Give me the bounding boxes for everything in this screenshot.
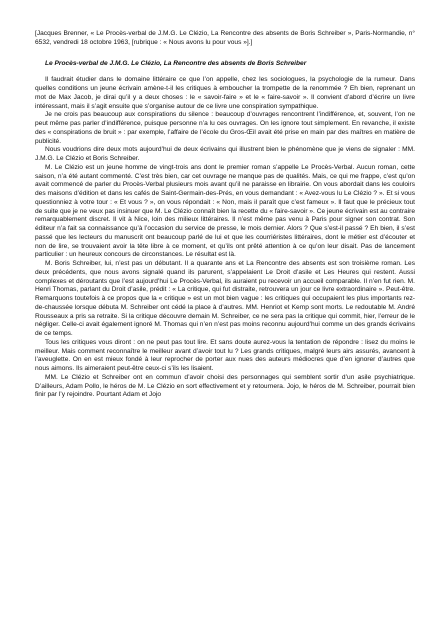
paragraph-7: MM. Le Clézio et Schreiber ont en commun d’avoir choisi des personnages qui semblent sortir d’un asile psychiatrique. D’ailleurs, Adam Pollo, le héros de M. Le Clézio en sort effectivement et y retournera. Jojo, le héros de M. Schreiber, pourrait bien finir par l’y rejoindre. Pourtant Adam et Jojo bbox=[35, 373, 415, 399]
reference-text: [Jacques Brenner, « Le Procès-verbal de J.M.G. Le Clézio, La Rencontre des absents de Boris Schreiber », Paris-Normandie, n° 6532, vendredi 18 octobre 1963, [rubrique : « Nous avons lu pour vous »].] bbox=[35, 30, 415, 46]
paragraph-6: Tous les critiques vous diront : on ne peut pas tout lire. Et sans doute aurez-vous la tentation de répondre : lisez du moins le meilleur. Mais comment reconnaître le meilleur avant d’avoir tout lu ? Les grands critiques, malgré leurs airs assurés, avancent à l’aveuglette. On en est mieux fondé à leur reprocher de porter aux nues des auteurs médiocres que d’en ignorer d’autres que nous aimons. Ils aimeraient peut-être ceux-ci s’ils les lisaient. bbox=[35, 338, 415, 372]
paragraph-2: Je ne crois pas beaucoup aux conspirations du silence : beaucoup d’ouvrages rencontrent l’indifférence, et, souvent, l’on ne peut même pas parler d’indifférence, puisque personne n’a lu ces ouvrages. On les ignore tout simplement. En revanche, il existe des « conspirations de bruit » : par exemple, l’affaire de l’école du Gros-Œil avait été prise en main par des maîtres en matière de publicité. bbox=[35, 111, 415, 145]
paragraph-5: M. Boris Schreiber, lui, n’est pas un débutant. Il a quarante ans et La Rencontre des absents est son troisième roman. Les deux précédents, que nous avons signalé quand ils parurent, s’appelaient Le Droit d’asile et Les Heures qui restent. Aussi complexes et déroutants que l’est aujourd’hui Le Procès-Verbal, ils auraient pu recevoir un accueil comparable. Il n’en fut rien. M. Henri Thomas, parlant du Droit d’asile, prédit : « La critique, qui fut distraite, retrouvera un jour ce livre extraordinaire ». Peut-être. Remarquons toutefois à ce propos que la « critique » est un mot bien vague : les critiques qui occupaient les plus importants rez-de-chaussée lorsque débuta M. Schreiber ont cédé la place à d’autres. MM. Henriot et Kemp sont morts. Le redoutable M. André Rousseaux a pris sa retraite. Si la critique découvre demain M. Schreiber, ce ne sera pas la critique qui commit, hier, l’erreur de le négliger. Celle-ci avait également ignoré M. Thomas qui n’en n’est pas moins reconnu aujourd’hui comme un des grands écrivains de ce temps. bbox=[35, 260, 415, 337]
article-title bbox=[45, 60, 415, 69]
paragraph-1: Il faudrait étudier dans le domaine littéraire ce que l’on appelle, chez les sociologues, la psychologie de la rumeur. Dans quelles conditions un jeune écrivain amène-t-il les critiques à emboucher la trompette de la renommée ? Eh bien, reprenant un mot de Max Jacob, je dirai qu’il y a deux choses : le « savoir-faire » et le « faire-savoir ». Il convient d’abord d’écrire un livre intéressant, mais il s’agit ensuite que s’organise autour de ce livre une conspiration sympathique. bbox=[35, 76, 415, 110]
document-page bbox=[35, 30, 415, 400]
paragraph-4: M. Le Clézio est un jeune homme de vingt-trois ans dont le premier roman s’appelle Le Procès-Verbal. Aucun roman, cette saison, n’a été autant commenté. C’est très bien, car cet ouvrage ne manque pas de qualités. Mais, ce qui me frappe, c’est qu’on avait commencé de parler du Procès-Verbal plusieurs mois avant qu’il ne paraisse en librairie. On vous abordait dans les couloirs des maisons d’édition et dans les cafés de Saint-Germain-des-Prés, en vous demandant : « Avez-vous lu Le Clézio ? ». Et si vous questionniez à votre tour : « Et vous ? », on vous répondait : « Non, mais il paraît que c’est fameux ». Il faut que le précieux tout de suite que je ne veux pas insinuer que M. Le Clézio connaît bien la recette du « faire-savoir ». Ce jeune écrivain est au contraire remarquablement discret. Il vit à Nice, loin des milieux littéraires. Il n’est même pas venu à Paris pour signer son contrat. Son éditeur n’a fait sa connaissance qu’à l’occasion du service de presse, le mois dernier. Alors ? Que s’est-il passé ? Eh bien, il s’est passé que les lecteurs du manuscrit ont beaucoup parlé de lui et que les courriéristes littéraires, dont le métier est d’écouter et non de lire, se trouvaient avoir la tête libre à ce moment, et qu’ils ont prêté attention à ce qu’on leur disait. Pas de lancement particulier : un heureux concours de circonstances. Le résultat est là. bbox=[35, 163, 415, 259]
paragraph-3: Nous voudrions dire deux mots aujourd’hui de deux écrivains qui illustrent bien le phénomène que je viens de signaler : MM. J.M.G. Le Clézio et Boris Schreiber. bbox=[35, 146, 415, 162]
article-title-text: Le Procès-verbal de J.M.G. Le Clézio, La Rencontre des absents de Boris Schreiber bbox=[45, 59, 307, 67]
bibliographic-reference bbox=[35, 30, 415, 48]
